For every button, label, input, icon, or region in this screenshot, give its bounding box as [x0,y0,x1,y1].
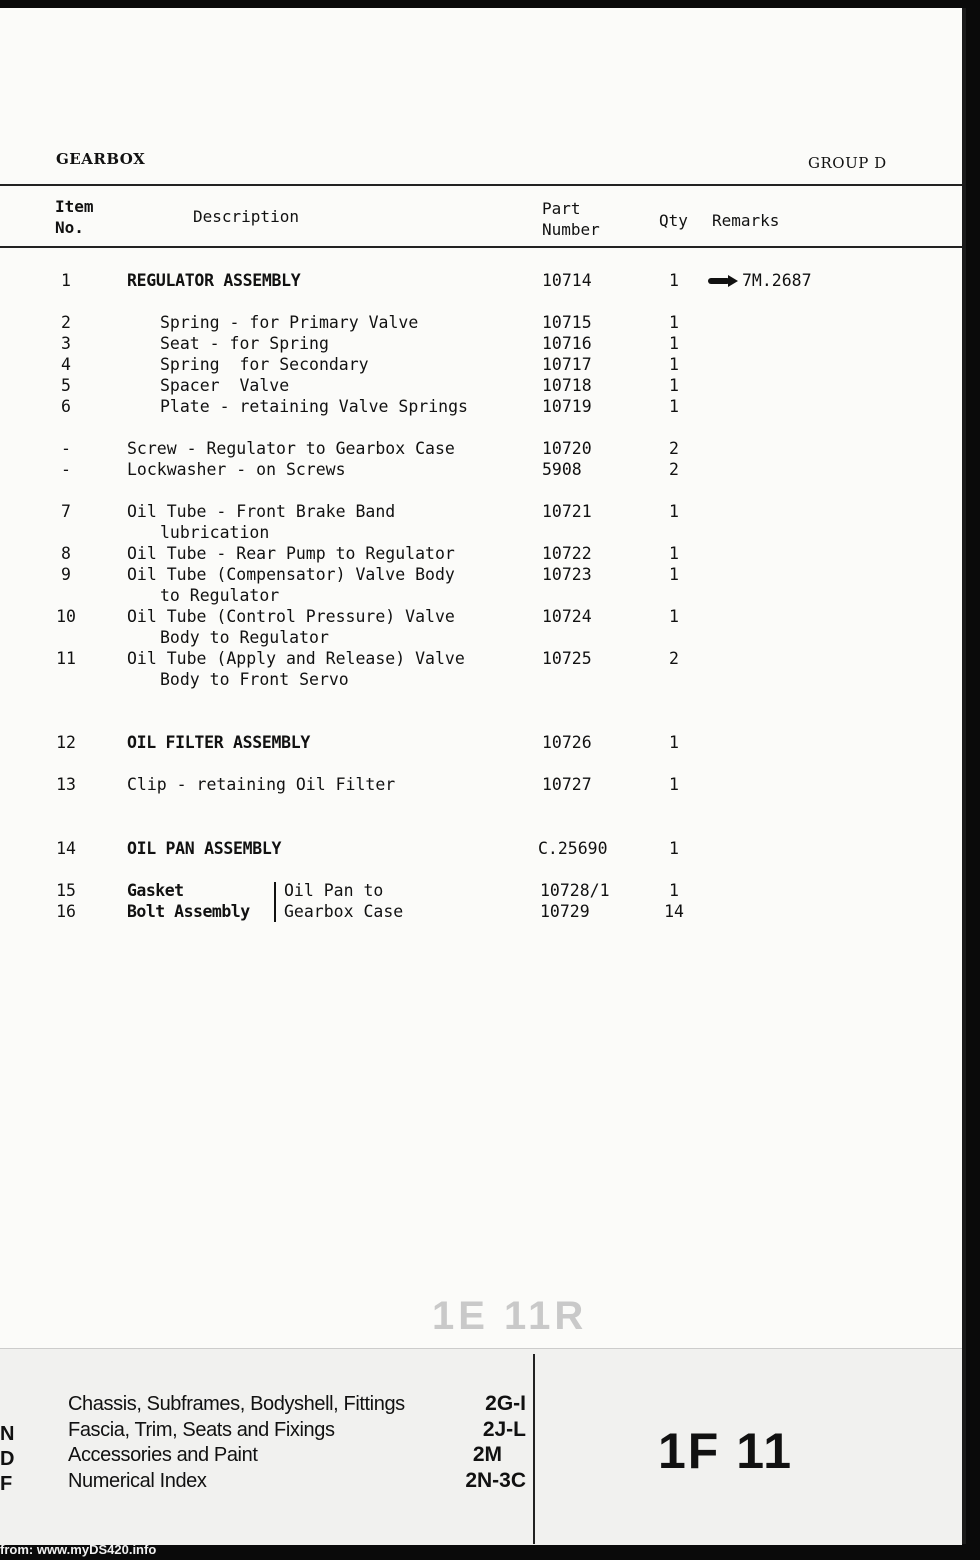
part-number: 10720 [542,439,592,458]
col-description: Description [193,207,299,226]
remark-text: 7M.2687 [742,271,812,290]
part-number: 10726 [542,733,592,752]
qty: 1 [669,544,679,563]
col-remarks: Remarks [712,211,780,230]
part-number: 10727 [542,775,592,794]
description: Clip - retaining Oil Filter [127,775,396,794]
side-letter: F [0,1473,13,1495]
description: Spacer Valve [160,376,290,395]
table-row-continuation [0,522,962,543]
fiche-number: 1F 11 [658,1423,794,1479]
description: Spring for Secondary [160,355,369,374]
qty: 1 [669,355,679,374]
header-rule-top [0,184,962,186]
item-no: 3 [61,334,71,353]
table-row-continuation [0,627,962,648]
side-letters [0,1422,14,1497]
item-no: 13 [56,775,76,794]
fiche-stamp: 1E 11R [432,1294,588,1338]
qty: 1 [669,397,679,416]
qty: 1 [669,881,679,900]
index-label: Accessories and Paint [68,1444,258,1466]
table-row [0,564,962,585]
part-number: C.25690 [538,839,608,858]
item-no: 9 [61,565,71,584]
table-row [0,838,962,859]
table-row [0,312,962,333]
qty: 2 [669,649,679,668]
table-row [0,459,962,480]
qty: 1 [669,271,679,290]
description: Spring - for Primary Valve [160,313,419,332]
part-number: 10715 [542,313,592,332]
qty: 1 [669,334,679,353]
table-row [0,901,962,922]
header-rule-bottom [0,246,962,248]
item-no: 2 [61,313,71,332]
part-number: 10714 [542,271,592,290]
qty: 1 [669,313,679,332]
index-label: Numerical Index [68,1470,207,1492]
item-no: 7 [61,502,71,521]
part-number: 10719 [542,397,592,416]
item-no: 8 [61,544,71,563]
index-entry [68,1392,530,1416]
description-shared: Gearbox Case [284,902,404,921]
table-row [0,333,962,354]
arrow-right-icon [708,275,738,287]
col-part-number: Part Number [542,199,600,239]
item-no: 14 [56,839,76,858]
part-number: 10729 [540,902,590,921]
part-number: 10718 [542,376,592,395]
table-row [0,880,962,901]
description: Oil Tube - Rear Pump to Regulator [127,544,455,563]
part-number: 10716 [542,334,592,353]
part-number: 10725 [542,649,592,668]
qty: 1 [669,376,679,395]
col-item-no: Item No. [55,197,94,237]
source-credit: from: www.myDS420.info [0,1542,157,1557]
item-no: 1 [61,271,71,290]
description: Seat - for Spring [160,334,329,353]
index-entry [68,1418,530,1442]
qty: 1 [669,565,679,584]
qty: 14 [664,902,684,921]
part-number: 5908 [542,460,582,479]
description: Gasket [127,881,184,900]
part-number: 10717 [542,355,592,374]
qty: 1 [669,775,679,794]
catalogue-page [0,8,966,1544]
footer-divider [533,1354,535,1544]
index-label: Fascia, Trim, Seats and Fixings [68,1419,335,1441]
table-row [0,774,962,795]
item-no: 5 [61,376,71,395]
table-row [0,732,962,753]
item-no: 6 [61,397,71,416]
item-no: 15 [56,881,76,900]
index-entry [68,1469,530,1493]
col-qty: Qty [659,211,688,230]
item-no: - [61,439,71,458]
description: Plate - retaining Valve Springs [160,397,468,416]
part-number: 10722 [542,544,592,563]
table-row [0,396,962,417]
remark [708,270,812,291]
item-no: 12 [56,733,76,752]
qty: 1 [669,607,679,626]
index-code: 2G-I [485,1392,526,1415]
description: OIL FILTER ASSEMBLY [127,733,311,752]
description: Oil Tube (Control Pressure) Valve [127,607,455,626]
qty: 1 [669,733,679,752]
index-code: 2J-L [482,1418,526,1441]
index-code: 2M [472,1443,502,1466]
qty: 1 [669,839,679,858]
index-label: Chassis, Subframes, Bodyshell, Fittings [68,1393,405,1415]
page-title: GEARBOX [56,150,146,168]
side-letter: N [0,1423,15,1445]
index-code: 2N-3C [465,1469,526,1492]
group-label: GROUP D [808,154,887,172]
index-entry [68,1443,530,1467]
description: Oil Tube - Front Brake Band [127,502,396,521]
description: Screw - Regulator to Gearbox Case [127,439,455,458]
item-no: 16 [56,902,76,921]
qty: 1 [669,502,679,521]
table-row [0,375,962,396]
qty: 2 [669,439,679,458]
side-letter: D [0,1448,15,1470]
description: Oil Tube (Apply and Release) Valve [127,649,465,668]
item-no: 10 [56,607,76,626]
part-number: 10724 [542,607,592,626]
table-row [0,438,962,459]
table-row [0,501,962,522]
item-no: - [61,460,71,479]
item-no: 11 [56,649,76,668]
table-row-continuation [0,585,962,606]
description: OIL PAN ASSEMBLY [127,839,282,858]
description: Bolt Assembly [127,902,250,921]
description: Body to Front Servo [160,670,349,689]
table-row-continuation [0,669,962,690]
item-no: 4 [61,355,71,374]
description-shared: Oil Pan to [284,881,384,900]
part-number: 10721 [542,502,592,521]
table-row [0,606,962,627]
group-bracket [274,882,276,922]
description: to Regulator [160,586,280,605]
part-number: 10723 [542,565,592,584]
table-row [0,543,962,564]
table-row [0,648,962,669]
qty: 2 [669,460,679,479]
part-number: 10728/1 [540,881,610,900]
description: REGULATOR ASSEMBLY [127,271,301,290]
table-row [0,270,962,291]
description: Oil Tube (Compensator) Valve Body [127,565,455,584]
table-row [0,354,962,375]
description: lubrication [160,523,270,542]
description: Body to Regulator [160,628,329,647]
description: Lockwasher - on Screws [127,460,346,479]
